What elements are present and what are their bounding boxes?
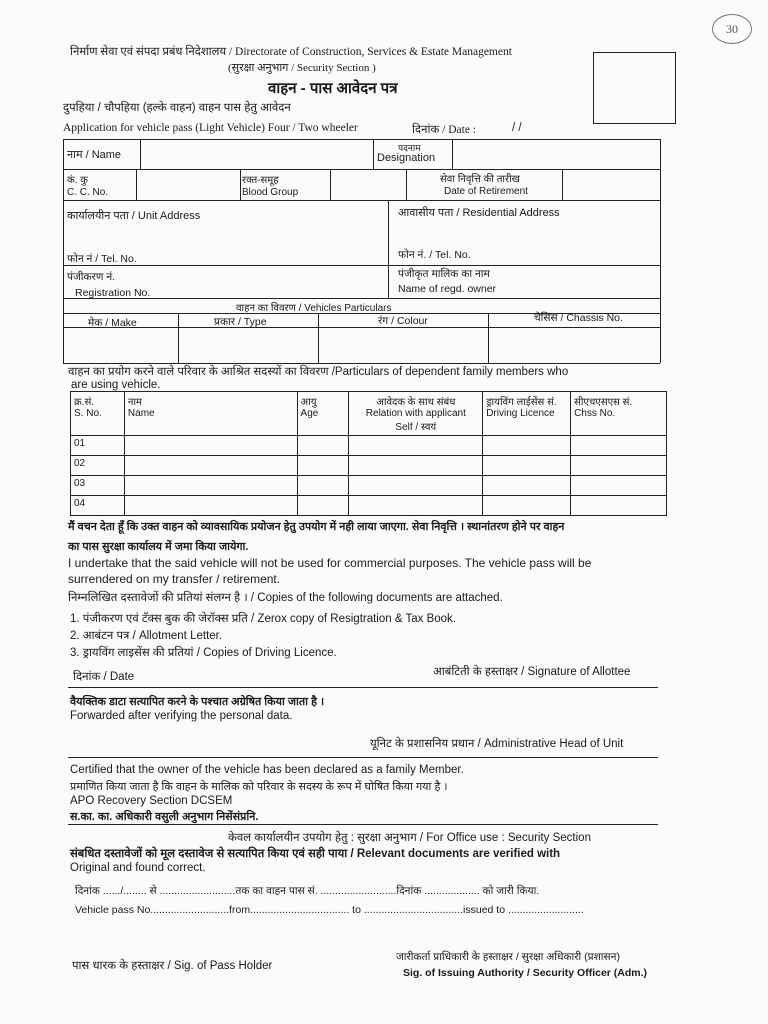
page-number: 30 (712, 14, 752, 44)
table-row[interactable] (71, 456, 667, 476)
blood-group-label: Blood Group (242, 187, 299, 198)
col-sno: क्र.सं. S. No. (71, 392, 125, 436)
apo-hindi-label: स.का. का. अधिकारी वसुली अनुभाग निसेंसंप्रनि. (70, 811, 259, 823)
tel-right-label: फोन नं. / Tel. No. (398, 249, 471, 261)
date-label: दिनांक / Date : (412, 124, 477, 136)
designation-label: Designation (377, 152, 436, 164)
document-1: 1. पंजीकरण एवं टॅक्स बुक की जेरॉक्स प्रति / Zerox copy of Resigtration & Tax Book. (70, 613, 457, 625)
family-intro: वाहन का प्रयोग करने वाले परिवार के आश्रित सदस्यों का विवरण /Particulars of dependent family members who (68, 366, 569, 378)
table-row[interactable] (71, 496, 667, 516)
col-relation: आवेदक के साथ संबंध Relation with applicant Self / स्वयं (349, 392, 483, 436)
certification-english: Certified that the owner of the vehicle has been declared as a family Member. (70, 764, 464, 776)
forwarding-hindi: वैयक्तिक डाटा सत्यापित करने के पश्चात अग्रेषित किया जाता है । (70, 696, 325, 708)
table-row[interactable] (71, 436, 667, 456)
chassis-label: चेसिस / Chassis No. (534, 312, 623, 324)
retirement-label-hindi: सेवा निवृत्ति की तारीख (440, 174, 520, 185)
family-intro-cont: are using vehicle. (71, 379, 161, 391)
name-label: नाम / Name (67, 149, 122, 161)
undertaking-hindi-1: मैं वचन देता हूँ कि उक्त वाहन को व्यावसायिक प्रयोजन हेतु उपयोग में नही लाया जाएगा. सेवा निवृत्ति । स्थानांतरण होने पर वाहन (68, 521, 565, 533)
undertaking-english-1: I undertake that the said vehicle will not be used for commercial purposes. The vehicle pass will be (68, 556, 592, 570)
table-row[interactable] (71, 476, 667, 496)
undertaking-english-2: surrendered on my transfer / retirement. (68, 572, 281, 586)
ccno-label: C. C. No. (67, 187, 109, 198)
verified-line-2: Original and found correct. (70, 862, 206, 874)
forwarding-english: Forwarded after verifying the personal data. (70, 710, 293, 722)
owner-label-hindi: पंजीकृत मालिक का नाम (398, 268, 490, 280)
pass-holder-signature-label: पास धारक के हस्ताक्षर / Sig. of Pass Holder (72, 960, 273, 972)
vehicle-particulars-label: वाहन का विवरण / Vehicles Particulars (236, 303, 392, 314)
form-subtitle-hindi: दुपहिया / चौपहिया (हल्के वाहन) वाहन पास हेतु आवेदन (63, 102, 291, 114)
allottee-signature-label: आबंटिती के हस्ताक्षर / Signature of Allottee (433, 666, 631, 678)
form-title: वाहन - पास आवेदन पत्र (268, 80, 398, 97)
col-chss: सीएचएसएस सं. Chss No. (571, 392, 667, 436)
date-field[interactable]: / / (512, 122, 522, 134)
col-driving-licence: ड्रायविंग लाईसेंस सं. Driving Licence (483, 392, 571, 436)
residential-address-label: आवासीय पता / Residential Address (398, 207, 560, 219)
directorate-heading: निर्माण सेवा एवं संपदा प्रबंध निदेशालय / Directorate of Construction, Services & Estate Management (70, 46, 512, 58)
registration-label: Registration No. (75, 287, 151, 299)
document-2: 2. आबंटन पत्र / Allotment Letter. (70, 630, 223, 642)
issue-line-hindi[interactable]: दिनांक ....../........ से ..........................तक का वाहन पास सं. ..........................दिनांक ................... को जारी किया. (75, 885, 540, 897)
ccno-label-hindi: कं. कु (67, 175, 88, 186)
date-signature-label: दिनांक / Date (73, 671, 135, 683)
document-3: 3. ड्रायविंग लाइसेंस की प्रतियां / Copies of Driving Licence. (70, 647, 337, 659)
unit-address-label: कार्यालयीन पता / Unit Address (67, 210, 201, 222)
registration-label-hindi: पंजीकरण नं. (67, 271, 116, 283)
issue-line-english[interactable]: Vehicle pass No...........................from.................................. to ..................................issued to .......................... (75, 904, 584, 916)
admin-head-label: यूनिट के प्रशासनिय प्रधान / Administrative Head of Unit (370, 738, 624, 750)
tel-left-label: फोन नं / Tel. No. (67, 253, 137, 265)
photo-box[interactable] (593, 52, 676, 124)
type-label: प्रकार / Type (214, 316, 267, 328)
row-number: 01 (71, 436, 125, 456)
blood-group-label-hindi: रक्त-समूह (242, 175, 279, 186)
issuing-authority-signature-label: Sig. of Issuing Authority / Security Officer (Adm.) (403, 967, 648, 979)
make-label: मेक / Make (88, 317, 137, 329)
retirement-label: Date of Retirement (444, 186, 528, 197)
apo-label: APO Recovery Section DCSEM (70, 795, 233, 807)
issuing-authority-hindi: जारीकर्ता प्राधिकारी के हस्ताक्षर / सुरक्षा अधिकारी (प्रशासन) (396, 951, 620, 963)
row-number: 04 (71, 496, 125, 516)
office-use-heading: केवल कार्यालयीन उपयोग हेतु : सुरक्षा अनुभाग / For Office use : Security Section (228, 832, 591, 844)
col-age: आयु Age (297, 392, 349, 436)
row-number: 03 (71, 476, 125, 496)
certification-hindi: प्रमाणित किया जाता है कि वाहन के मालिक को परिवार के सदस्य के रूप में घोषित किया गया है । (70, 781, 448, 793)
section-heading: (सुरक्षा अनुभाग / Security Section ) (228, 62, 376, 74)
undertaking-hindi-2: का पास सुरक्षा कार्यालय में जमा किया जायेगा. (68, 541, 249, 553)
row-number: 02 (71, 456, 125, 476)
designation-label-hindi: पदनाम (398, 143, 421, 153)
form-subtitle-english: Application for vehicle pass (Light Vehicle) Four / Two wheeler (63, 122, 358, 134)
verified-line-1: संबधित दस्तावेजों को मूल दस्तावेज से सत्यापित किया एवं सही पाया / Relevant documents are verified with (70, 848, 561, 860)
owner-label: Name of regd. owner (398, 283, 497, 295)
family-members-table (70, 391, 667, 516)
colour-label: रंग / Colour (378, 315, 428, 327)
col-name: नाम Name (124, 392, 297, 436)
copies-intro: निम्नलिखित दस्तावेजों की प्रतियां संलग्न है । / Copies of the following documents are attached. (68, 592, 503, 604)
